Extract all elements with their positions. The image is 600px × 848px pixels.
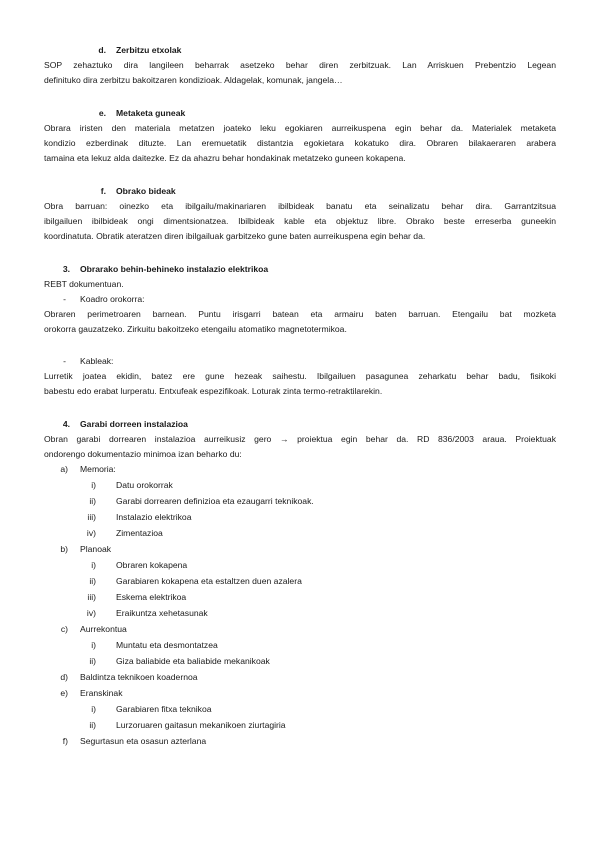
section-e-title: Metaketa guneak: [116, 108, 186, 118]
section-4-line: ondorengo dokumentazio minimoa izan beharko du:: [44, 449, 242, 459]
sub-item: Garabiaren kokapena eta estaltzen duen azalera: [116, 576, 302, 586]
list-marker: a): [60, 464, 68, 474]
section-e-marker: e.: [98, 108, 106, 118]
sub-item: Datu orokorrak: [116, 480, 173, 490]
sub-item: Muntatu eta desmontatzea: [116, 640, 218, 650]
section-4-marker: 4.: [62, 419, 70, 429]
list-marker: e): [60, 688, 68, 698]
koadro-line: Obraren perimetroaren barnean. Puntu irisgarri batean eta armairu baten barruan. Etengailu bat mozketa: [44, 309, 556, 319]
koadro-line: orokorra gauzatzeko. Zirkuitu bakoitzeko etengailu atomatiko magnetotermikoa.: [44, 324, 347, 334]
section-d-line: SOP zehaztuko dira langileen beharrak asetzeko behar diren zerbitzuak. Lan Arriskuen Prebentzio Legean: [44, 60, 556, 70]
sub-item: Eraikuntza xehetasunak: [116, 608, 208, 618]
sub-marker: iii): [87, 592, 96, 602]
section-3-intro: REBT dokumentuan.: [44, 279, 124, 289]
section-3-marker: 3.: [62, 264, 70, 274]
list-item: Baldintza teknikoen koadernoa: [80, 672, 198, 682]
list-marker: b): [60, 544, 68, 554]
bullet-dash: -: [63, 294, 66, 304]
section-d-line: definituko dira zerbitzu bakoitzaren kondizioak. Aldagelak, komunak, jangela…: [44, 75, 343, 85]
sub-marker: ii): [89, 720, 96, 730]
kable-label: Kableak:: [80, 356, 114, 366]
list-item: Planoak: [80, 544, 112, 554]
list-marker: d): [60, 672, 68, 682]
sub-marker: i): [91, 640, 96, 650]
section-f-marker: f.: [100, 186, 106, 196]
sub-marker: ii): [89, 496, 96, 506]
section-f-line: ibilgailuen ibilbideak ongi dimentsionatzea. Ibilbideak kable eta objektuz libre. Obrako beste erreserba guneekin: [44, 216, 556, 226]
section-e-line: tamaina eta lekuz alda daitezke. Ez da ahazru behar hondakinak metatzeko guneen kokapena.: [44, 153, 406, 163]
section-3-title: Obrarako behin-behineko instalazio elektrikoa: [80, 264, 269, 274]
list-item: Aurrekontua: [80, 624, 127, 634]
section-e-line: Obrara iristen den materiala metatzen joateko leku egokiaren aurreikuspena egin behar da. Materialek metaketa: [44, 123, 556, 133]
section-f-title: Obrako bideak: [116, 186, 176, 196]
list-item: Memoria:: [80, 464, 116, 474]
sub-marker: ii): [89, 656, 96, 666]
section-4-title: Garabi dorreen instalazioa: [80, 419, 188, 429]
kable-line: Lurretik joatea ekidin, batez ere gune hezeak saihestu. Ibilgailuen pasagunea zeharkatu behar badu, fisikoki: [44, 371, 556, 381]
kable-line: babestu edo erabat lurperatu. Entxufeak espezifikoak. Loturak zinta termo-retraktilarekin.: [44, 386, 383, 396]
section-f-line: koordinatuta. Obratik ateratzen diren ibilgailuak garbitzeko gune baten aurreikuspena egin behar da.: [44, 231, 426, 241]
section-e-line: kondizio ezberdinak dituzte. Lan eremuetatik distantzia egokietara kokatuko dira. Obraren bilakaeraren arabera: [44, 138, 556, 148]
sub-marker: iii): [87, 512, 96, 522]
list-marker: c): [60, 624, 68, 634]
sub-item: Eskema elektrikoa: [116, 592, 187, 602]
sub-item: Garabiaren fitxa teknikoa: [116, 704, 212, 714]
section-d-title: Zerbitzu etxolak: [116, 45, 182, 55]
sub-marker: iv): [86, 608, 96, 618]
sub-marker: i): [91, 704, 96, 714]
sub-item: Garabi dorrearen definizioa eta ezaugarri teknikoak.: [116, 496, 314, 506]
list-item: Eranskinak: [80, 688, 123, 698]
sub-item: Lurzoruaren gaitasun mekanikoen ziurtagiria: [116, 720, 286, 730]
sub-item: Instalazio elektrikoa: [116, 512, 192, 522]
sub-item: Giza baliabide eta baliabide mekanikoak: [116, 656, 270, 666]
sub-marker: ii): [89, 576, 96, 586]
sub-marker: i): [91, 560, 96, 570]
sub-marker: i): [91, 480, 96, 490]
sub-marker: iv): [86, 528, 96, 538]
koadro-label: Koadro orokorra:: [80, 294, 145, 304]
section-4-line: Obran garabi dorrearen instalazioa aurreikusiz gero → proiektua egin behar da. RD 836/2003 araua. Proiektuak: [44, 434, 556, 444]
section-d-marker: d.: [98, 45, 106, 55]
sub-item: Obraren kokapena: [116, 560, 188, 570]
list-marker: f): [62, 736, 68, 746]
bullet-dash: -: [63, 356, 66, 366]
section-f-line: Obra barruan: oinezko eta ibilgailu/makinariaren ibilbideak banatu eta seinalizatu behar dira. Garrantzitsua: [44, 201, 556, 211]
list-item: Segurtasun eta osasun azterlana: [80, 736, 207, 746]
sub-item: Zimentazioa: [116, 528, 163, 538]
